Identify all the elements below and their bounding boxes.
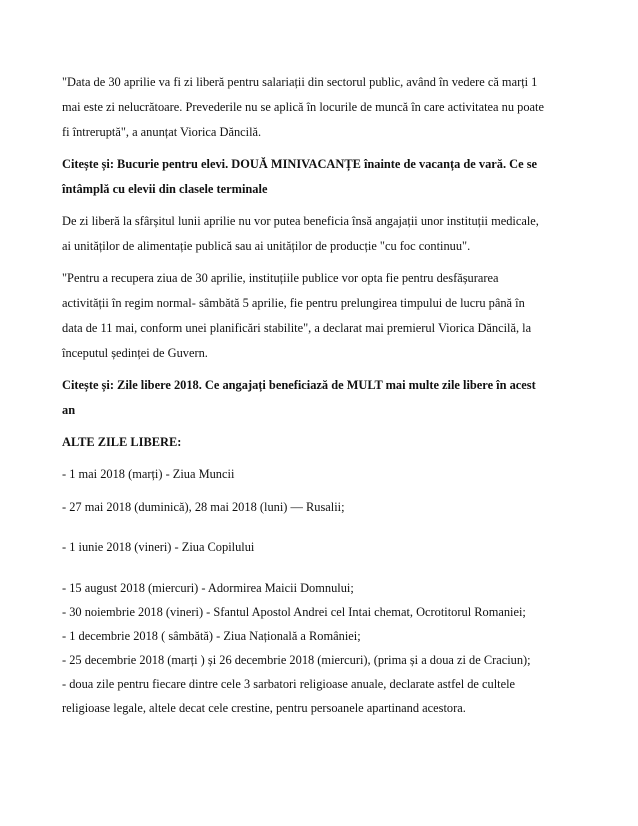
paragraph-3-line-2: activității în regim normal- sâmbătă 5 aprilie, fie pentru prelungirea timpului de lucru până în [62, 296, 525, 310]
holiday-item-2: - 27 mai 2018 (duminică), 28 mai 2018 (luni) — Rusalii; [62, 500, 345, 514]
holiday-item-3: - 1 iunie 2018 (vineri) - Ziua Copilului [62, 540, 255, 554]
holiday-item-6: - 1 decembrie 2018 ( sâmbătă) - Ziua Națională a României; [62, 629, 361, 643]
paragraph-3-line-4: începutul ședinței de Guvern. [62, 346, 208, 360]
paragraph-3-line-3: data de 11 mai, conform unei planificări stabilite", a declarat mai premierul Viorica Dăncilă, la [62, 321, 532, 335]
heading-2-line-2: an [62, 403, 76, 417]
heading-2-line-1: Citește și: Zile libere 2018. Ce angajați beneficiază de MULT mai multe zile libere în acest [62, 378, 536, 392]
holiday-item-4: - 15 august 2018 (miercuri) - Adormirea Maicii Domnului; [62, 581, 354, 595]
holiday-item-7: - 25 decembrie 2018 (marți ) și 26 decembrie 2018 (miercuri), (prima și a doua zi de Craciun); [62, 653, 531, 667]
paragraph-1-line-3: fi întreruptă", a anunțat Viorica Dăncilă. [62, 125, 262, 139]
paragraph-2-line-1: De zi liberă la sfârșitul lunii aprilie nu vor putea beneficia însă angajații unor instituții medicale, [62, 214, 539, 228]
heading-3: ALTE ZILE LIBERE: [62, 435, 182, 449]
paragraph-1-line-1: "Data de 30 aprilie va fi zi liberă pentru salariații din sectorul public, având în vedere că marți 1 [62, 75, 538, 89]
heading-1-line-2: întâmplă cu elevii din clasele terminale [62, 182, 268, 196]
paragraph-2-line-2: ai unităților de alimentație publică sau ai unităților de producție "cu foc continuu". [62, 239, 471, 253]
paragraph-3-line-1: "Pentru a recupera ziua de 30 aprilie, instituțiile publice vor opta fie pentru desfășurarea [62, 271, 499, 285]
heading-1-line-1: Citește și: Bucurie pentru elevi. DOUĂ MINIVACANȚE înainte de vacanța de vară. Ce se [62, 157, 538, 171]
holiday-item-8-line-2: religioase legale, altele decat cele crestine, pentru persoanele apartinand acestora. [62, 701, 466, 715]
paragraph-1-line-2: mai este zi nelucrătoare. Prevederile nu se aplică în locurile de muncă în care activitatea nu poate [62, 100, 544, 114]
holiday-item-5: - 30 noiembrie 2018 (vineri) - Sfantul Apostol Andrei cel Intai chemat, Ocrotitorul Romaniei; [62, 605, 526, 619]
holiday-item-1: - 1 mai 2018 (marți) - Ziua Muncii [62, 467, 235, 481]
holiday-item-8-line-1: - doua zile pentru fiecare dintre cele 3 sarbatori religioase anuale, declarate astfel de cultele [62, 677, 516, 691]
